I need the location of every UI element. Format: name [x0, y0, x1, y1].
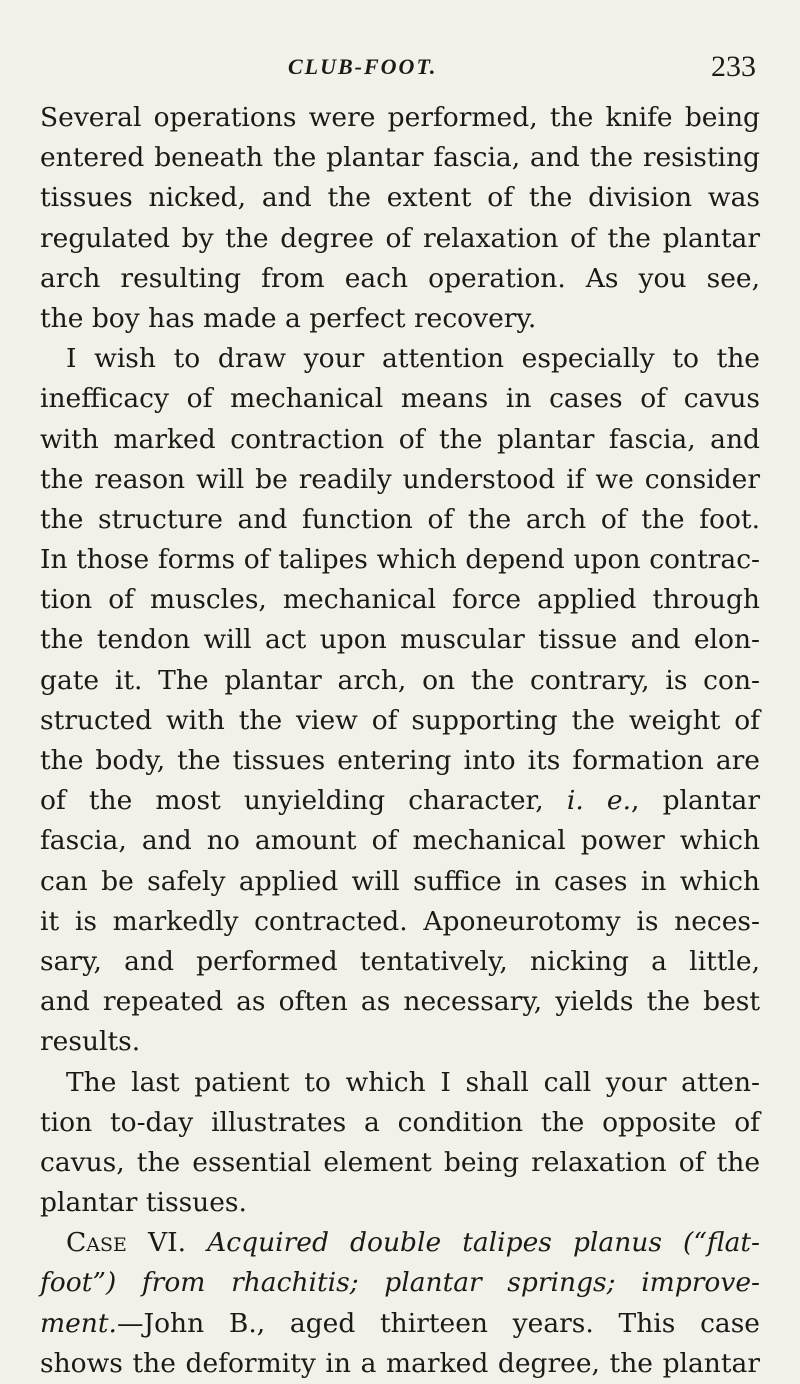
text-line: Several operations were performed, the knife being — [40, 102, 760, 133]
text-segment: of the most unyielding character, — [40, 785, 567, 817]
text-line: arch resulting from each operation. As you see, — [40, 262, 760, 294]
text-line: the reason will be readily understood if we consider — [40, 463, 760, 495]
body-text — [40, 98, 760, 1384]
text-line: the tendon will act upon muscular tissue and elon- — [40, 624, 760, 656]
text-line: In those forms of talipes which depend upon contrac- — [40, 544, 760, 576]
text-line: cavus, the essential element being relaxation of the — [40, 1146, 760, 1178]
text-segment: , plantar — [631, 785, 760, 817]
text-line: I wish to draw your attention especially to the — [66, 343, 760, 375]
text-line: The last patient to which I shall call your atten- — [66, 1066, 760, 1098]
text-line: with marked contraction of the plantar fascia, and — [40, 423, 760, 455]
text-line: sary, and performed tentatively, nicking a little, — [40, 945, 760, 977]
running-head-title: CLUB-FOOT. — [288, 54, 438, 79]
text-line: shows the deformity in a marked degree, the plantar — [40, 1347, 760, 1379]
text-line: tissues nicked, and the extent of the division was — [40, 182, 760, 214]
text-line: results. — [40, 1026, 141, 1058]
text-line: can be safely applied will suffice in cases in which — [40, 865, 760, 897]
text-segment: —John B., aged thirteen years. This case — [116, 1307, 760, 1339]
abbreviation-ie: i. e. — [566, 785, 632, 817]
text-line: plantar tissues. — [40, 1187, 247, 1219]
text-line: structed with the view of supporting the weight of — [40, 704, 760, 736]
text-line: the boy has made a perfect recovery. — [40, 302, 537, 334]
text-line: tion to-day illustrates a condition the opposite of — [40, 1106, 760, 1138]
case-heading-line — [40, 1223, 760, 1263]
text-line: inefficacy of mechanical means in cases of cavus — [40, 383, 760, 415]
text-line — [40, 781, 760, 821]
text-line — [40, 1304, 760, 1344]
text-line: it is markedly contracted. Aponeurotomy is neces- — [40, 905, 760, 937]
page-number: 233 — [711, 50, 756, 83]
case-title-line: foot”) from rhachitis; plantar springs; improve- — [40, 1267, 760, 1299]
text-line: tion of muscles, mechanical force applied through — [40, 584, 760, 616]
case-label: Case VI. — [66, 1227, 187, 1259]
text-line: the body, the tissues entering into its formation are — [40, 745, 760, 776]
text-line: gate it. The plantar arch, on the contrary, is con- — [40, 664, 760, 696]
case-title: Acquired double talipes planus (“flat- — [207, 1227, 760, 1259]
text-line: fascia, and no amount of mechanical power which — [40, 825, 760, 857]
text-line: entered beneath the plantar fascia, and the resisting — [40, 142, 760, 174]
case-title-end: ment. — [40, 1307, 117, 1339]
running-head — [40, 46, 760, 86]
text-line: regulated by the degree of relaxation of the plantar — [40, 222, 760, 254]
text-line: the structure and function of the arch of the foot. — [40, 503, 760, 535]
text-line: and repeated as often as necessary, yields the best — [40, 986, 760, 1018]
